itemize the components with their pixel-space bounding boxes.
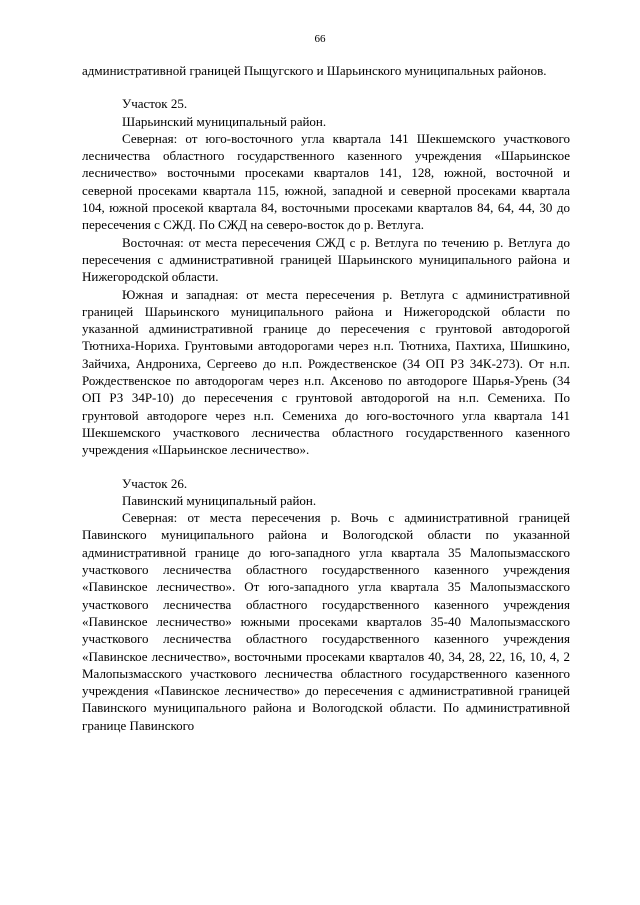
paragraph: Участок 25. xyxy=(122,96,188,112)
paragraph: Восточная: от места пересечения СЖД с р. Ветлуга по течению р. Ветлуга до пересечения с административной границей Шарьинского муниципального района и Нижегородской области. xyxy=(82,234,570,285)
paragraph-gap xyxy=(82,459,570,475)
paragraph: Северная: от юго-восточного угла квартала 141 Шекшемского участкового лесничества областного государственного казенного учреждения «Шарьинское лесничество» восточными просеками кварталов 141, 128, южной, восточной и северной просеками квартала 115, южной, западной и северной просеками квартала 104, южной просекой квартала 84, восточными просеками кварталов 84, 64, 44, 30 до пересечения с СЖД. По СЖД на северо-восток до р. Ветлуга. xyxy=(82,130,570,233)
paragraph-gap xyxy=(82,79,570,95)
paragraph: административной границей Пыщугского и Шарьинского муниципальных районов. xyxy=(82,63,547,78)
paragraph: Шарьинский муниципальный район. xyxy=(122,113,327,129)
paragraph: Павинский муниципальный район. xyxy=(122,492,317,508)
page-number: 66 xyxy=(314,33,326,45)
paragraph: Южная и западная: от места пересечения р. Ветлуга с административной границей Шарьинского муниципального района и Нижегородской области по указанной административной границе до пересечения с грунтовой автодорогой Тютниха-Нориха. Грунтовыми автодорогами через н.п. Тютниха, Пахтиха, Шишкино, Зайчиха, Андрониха, Сергеево до н.п. Рождественское (34 ОП РЗ 34К-273). От н.п. Рождественское по автодорогам через н.п. Аксеново по автодороге Шарья-Урень (34 ОП РЗ 34Р-10) до пересечения с грунтовой автодорогой на н.п. Семениха. По грунтовой автодороге через н.п. Семениха до юго-восточного угла квартала 141 Шекшемского участкового лесничества областного государственного казенного учреждения «Шарьинское лесничество». xyxy=(82,286,570,458)
paragraph: Северная: от места пересечения р. Вочь с административной границей Павинского муниципального района и Вологодской области по указанной административной границе до юго-западного угла квартала 35 Малопызмасского участкового лесничества областного государственного казенного учреждения «Павинское лесничество». От юго-западного угла квартала 35 Малопызмасского участкового лесничества областного государственного казенного учреждения «Павинское лесничество» южными просеками кварталов 35-40 Малопызмасского участкового лесничества областного государственного казенного учреждения «Павинское лесничество», восточными просеками кварталов 40, 34, 28, 22, 16, 10, 4, 2 Малопызмасского участкового лесничества областного государственного казенного учреждения «Павинское лесничество» до пересечения с административной границей Павинского муниципального района и Вологодской области. По административной границе Павинского xyxy=(82,510,570,733)
paragraph: Участок 26. xyxy=(122,475,188,491)
document-body xyxy=(82,62,570,734)
